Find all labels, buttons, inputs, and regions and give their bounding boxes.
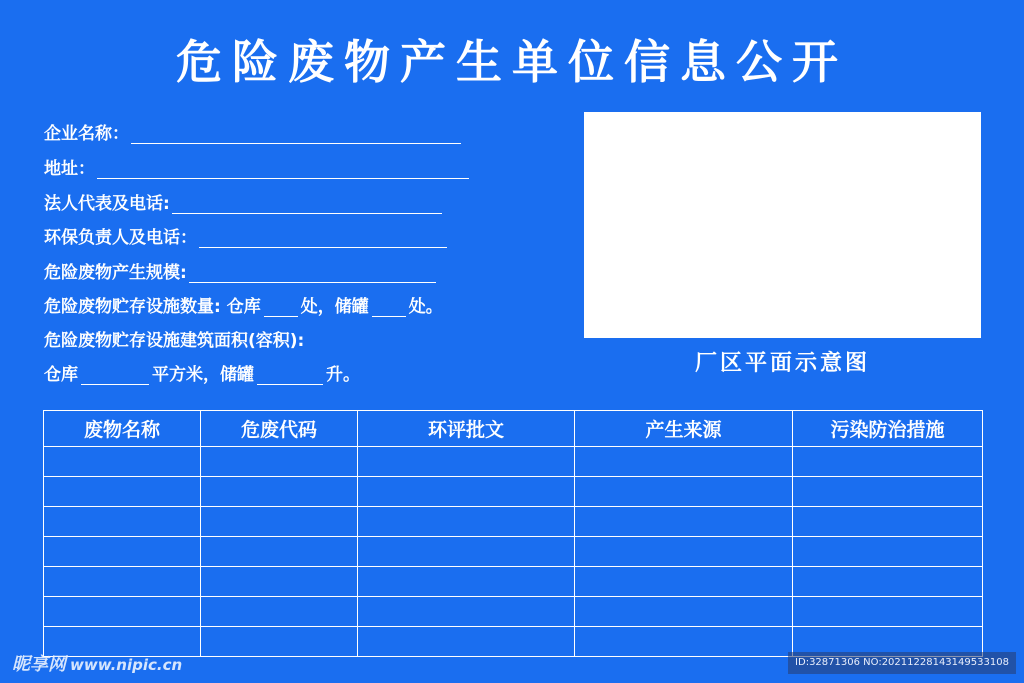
field-label: 环保负责人及电话： xyxy=(44,228,197,248)
table-cell xyxy=(201,537,358,567)
table-cell xyxy=(793,447,983,477)
field-label: 仓库 xyxy=(44,365,78,385)
table-row xyxy=(44,597,983,627)
field-label: 地址： xyxy=(44,159,95,179)
table-cell xyxy=(793,567,983,597)
field-label: 法人代表及电话: xyxy=(44,194,170,214)
table-cell xyxy=(575,567,793,597)
field-unit: 升。 xyxy=(326,365,360,385)
table-cell xyxy=(575,507,793,537)
table-cell xyxy=(44,477,201,507)
table-cell xyxy=(201,597,358,627)
table-row xyxy=(44,567,983,597)
blank-line xyxy=(172,191,442,214)
page-title: 危险废物产生单位信息公开 xyxy=(176,35,848,89)
table-row xyxy=(44,477,983,507)
blank-line xyxy=(264,296,298,317)
table-row xyxy=(44,447,983,477)
table-cell xyxy=(575,537,793,567)
table-cell xyxy=(793,597,983,627)
field-storage-count xyxy=(44,287,443,317)
table-cell xyxy=(358,597,575,627)
blank-line xyxy=(372,296,406,317)
field-unit: 处，储罐 xyxy=(300,297,369,317)
blank-line xyxy=(81,364,149,385)
table-cell xyxy=(44,597,201,627)
watermark xyxy=(12,650,182,676)
header-hazard-code: 危废代码 xyxy=(201,411,358,447)
table-cell xyxy=(358,537,575,567)
table-cell xyxy=(44,567,201,597)
table-cell xyxy=(358,567,575,597)
field-unit: 平方米，储罐 xyxy=(152,365,254,385)
table-cell xyxy=(201,567,358,597)
table-cell xyxy=(201,627,358,657)
site-plan-placeholder xyxy=(584,112,981,338)
table-cell xyxy=(44,507,201,537)
table-cell xyxy=(358,507,575,537)
table-cell xyxy=(358,477,575,507)
waste-table xyxy=(43,410,983,657)
table-cell xyxy=(358,447,575,477)
table-cell xyxy=(575,597,793,627)
field-legal-representative xyxy=(44,184,442,214)
watermark-brand: 昵享网 xyxy=(12,654,66,675)
table-cell xyxy=(575,627,793,657)
table-cell xyxy=(44,447,201,477)
field-label: 危险废物产生规模: xyxy=(44,263,187,283)
blank-line xyxy=(189,260,436,283)
header-control-measures: 污染防治措施 xyxy=(793,411,983,447)
table-cell xyxy=(575,477,793,507)
table-row xyxy=(44,537,983,567)
field-storage-area xyxy=(44,321,304,351)
site-plan-caption: 厂区平面示意图 xyxy=(694,351,870,376)
field-label: 危险废物贮存设施建筑面积(容积): xyxy=(44,331,305,351)
field-unit: 处。 xyxy=(408,297,443,317)
blank-line xyxy=(257,364,323,385)
table-cell xyxy=(575,447,793,477)
table-header-row xyxy=(44,411,983,447)
field-waste-scale xyxy=(44,253,436,283)
header-eia-approval: 环评批文 xyxy=(358,411,575,447)
image-id-tag: ID:32871306 NO:20211228143149533108 xyxy=(788,652,1016,674)
header-waste-name: 废物名称 xyxy=(44,411,201,447)
field-company-name xyxy=(44,114,461,144)
blank-line xyxy=(199,225,447,248)
field-label: 危险废物贮存设施数量: 仓库 xyxy=(44,297,261,317)
table-cell xyxy=(201,447,358,477)
blank-line xyxy=(131,121,461,144)
header-source: 产生来源 xyxy=(575,411,793,447)
blank-line xyxy=(97,156,469,179)
table-row xyxy=(44,507,983,537)
table-cell xyxy=(201,477,358,507)
field-label: 企业名称： xyxy=(44,124,129,144)
table-cell xyxy=(793,537,983,567)
field-env-officer xyxy=(44,218,447,248)
table-cell xyxy=(793,507,983,537)
field-address xyxy=(44,149,469,179)
watermark-url: www.nipic.cn xyxy=(70,656,183,674)
field-storage-area-values xyxy=(44,355,360,385)
table-cell xyxy=(358,627,575,657)
table-body xyxy=(44,447,983,657)
table-cell xyxy=(44,537,201,567)
table-cell xyxy=(793,477,983,507)
table-cell xyxy=(201,507,358,537)
